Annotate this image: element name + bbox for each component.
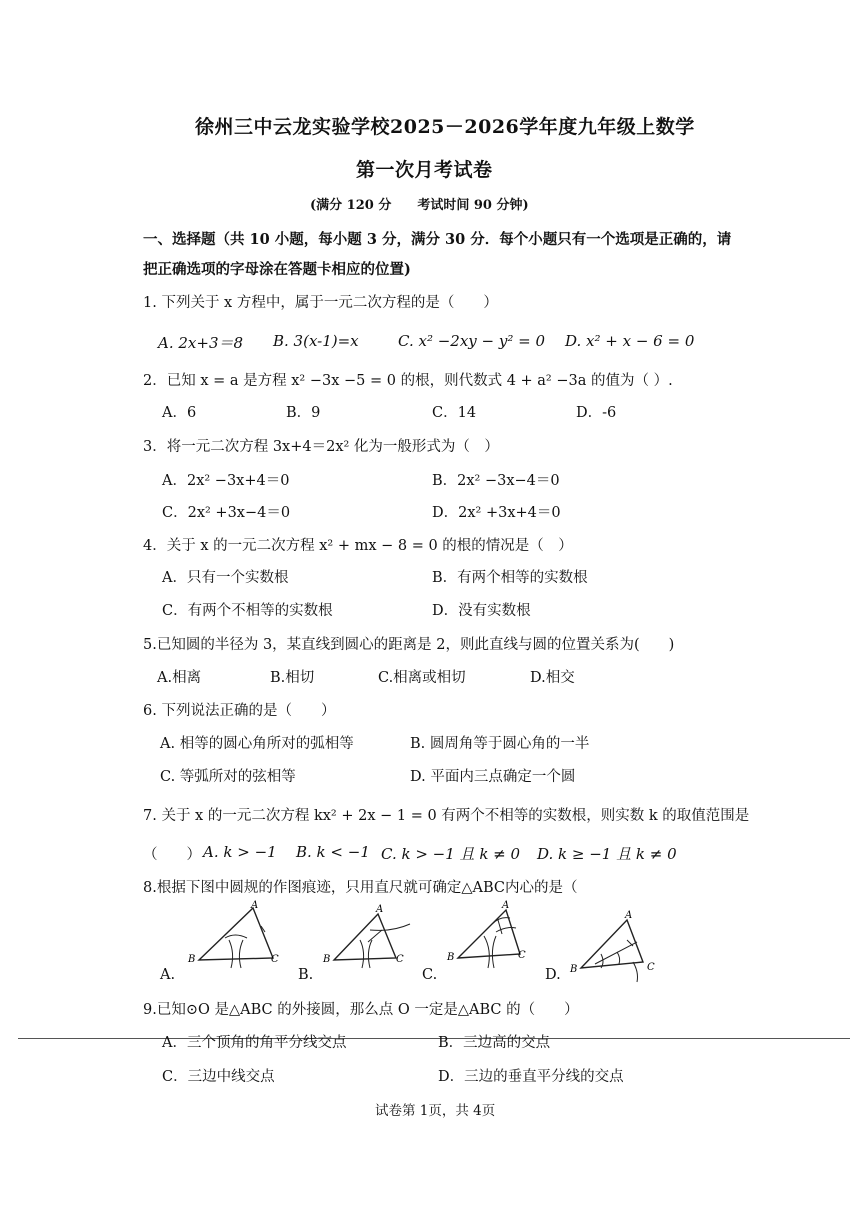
q8-figure-c	[444, 898, 544, 983]
q2-option-b: B．9	[286, 405, 321, 421]
q8-figure-c-label-c: C	[518, 950, 526, 961]
q4-option-d: D．没有实数根	[432, 603, 531, 619]
q9-option-d: D．三边的垂直平分线的交点	[438, 1069, 624, 1085]
q2-stem: 2．已知 x = a 是方程 x² −3x −5 = 0 的根，则代数式 4 + a² −3a 的值为（ ）.	[143, 373, 673, 389]
q6-stem: 6. 下列说法正确的是（ ）	[143, 703, 336, 719]
q7-option-a: A. k > −1	[203, 843, 277, 861]
q4-option-c: C．有两个不相等的实数根	[162, 603, 333, 619]
q7-option-b: B. k < −1	[296, 843, 370, 861]
q8-figure-a-label-a: A	[251, 900, 259, 911]
q7-stem: 7. 关于 x 的一元二次方程 kx² + 2x − 1 = 0 有两个不相等的实数根，则实数 k 的取值范围是	[143, 808, 750, 824]
q9-option-c: C．三边中线交点	[162, 1069, 275, 1085]
q6-option-b: B. 圆周角等于圆心角的一半	[410, 736, 590, 752]
q5-stem: 5.已知圆的半径为 3，某直线到圆心的距离是 2，则此直线与圆的位置关系为( )	[143, 637, 675, 653]
q8-figure-d-label-c: C	[647, 962, 655, 973]
q8-figure-c-label-b: B	[447, 952, 455, 963]
q8-stem: 8.根据下图中圆规的作图痕迹，只用直尺就可确定△ABC内心的是（	[143, 880, 578, 896]
q9-stem: 9.已知⊙O 是△ABC 的外接圆，那么点 O 一定是△ABC 的（ ）	[143, 1002, 579, 1018]
q8-figure-d-label-a: A	[625, 910, 633, 921]
q8-option-d: D.	[545, 967, 561, 983]
q8-figure-c-label-a: A	[502, 900, 510, 911]
q8-figure-b	[320, 900, 420, 985]
q8-option-a: A.	[160, 967, 176, 983]
q2-option-c: C．14	[432, 405, 477, 421]
q1-option-a: A. 2x+3＝8	[158, 334, 244, 352]
q8-figure-b-label-c: C	[396, 954, 404, 965]
q6-option-d: D. 平面内三点确定一个圆	[410, 769, 576, 785]
q5-option-d: D.相交	[530, 670, 575, 686]
q4-stem: 4．关于 x 的一元二次方程 x² + mx − 8 = 0 的根的情况是（ ）	[143, 538, 573, 554]
q6-option-c: C. 等弧所对的弦相等	[160, 769, 296, 785]
q9-option-a: A．三个顶角的角平分线交点	[162, 1035, 347, 1051]
q3-stem: 3．将一元二次方程 3x+4＝2x² 化为一般形式为（ ）	[143, 439, 499, 455]
page-footer: 试卷第 1页，共 4页	[375, 1103, 496, 1119]
q8-figure-a	[185, 898, 295, 983]
exam-info: (满分 120 分 考试时间 90 分钟)	[310, 198, 529, 213]
q4-option-a: A．只有一个实数根	[162, 570, 289, 586]
q8-option-c: C.	[422, 967, 438, 983]
q8-option-b: B.	[298, 967, 314, 983]
q5-option-b: B.相切	[270, 670, 315, 686]
q2-option-d: D．-6	[576, 405, 617, 421]
q8-figure-a-label-b: B	[188, 954, 196, 965]
q9-option-b: B．三边高的交点	[438, 1035, 551, 1051]
q4-option-b: B．有两个相等的实数根	[432, 570, 588, 586]
q5-option-c: C.相离或相切	[378, 670, 466, 686]
q3-option-a: A．2x² −3x+4＝0	[162, 473, 290, 489]
section-heading-line1: 一、选择题（共 10 小题，每小题 3 分，满分 30 分．每个小题只有一个选项是正确的，请	[143, 231, 732, 248]
q3-option-c: C．2x² +3x−4＝0	[162, 505, 291, 521]
section-heading-line2: 把正确选项的字母涂在答题卡相应的位置)	[143, 261, 411, 278]
exam-title: 徐州三中云龙实验学校2025－2026学年度九年级上数学	[195, 116, 695, 138]
q2-option-a: A．6	[162, 405, 197, 421]
exam-subtitle: 第一次月考试卷	[356, 159, 493, 181]
page-divider-line	[18, 1038, 850, 1039]
q8-figure-a-label-c: C	[271, 954, 279, 965]
q8-figure-d	[567, 906, 672, 986]
q3-option-b: B．2x² −3x−4＝0	[432, 473, 560, 489]
q7-option-c: C. k > −1 且 k ≠ 0	[381, 845, 521, 863]
q1-option-d: D. x² + x − 6 = 0	[565, 332, 695, 350]
q8-figure-d-label-b: B	[570, 964, 578, 975]
q7-option-d: D. k ≥ −1 且 k ≠ 0	[537, 845, 677, 863]
q8-figure-b-label-b: B	[323, 954, 331, 965]
q6-option-a: A. 相等的圆心角所对的弧相等	[160, 736, 354, 752]
q1-stem: 1. 下列关于 x 方程中，属于一元二次方程的是（ ）	[143, 295, 498, 311]
q1-option-b: B. 3(x-1)=x	[273, 332, 359, 350]
q1-option-c: C. x² −2xy − y² = 0	[398, 332, 546, 350]
q8-figure-b-label-a: A	[376, 904, 384, 915]
q5-option-a: A.相离	[157, 670, 202, 686]
q3-option-d: D．2x² +3x+4＝0	[432, 505, 561, 521]
q7-answer-paren: （ ）	[143, 847, 201, 863]
